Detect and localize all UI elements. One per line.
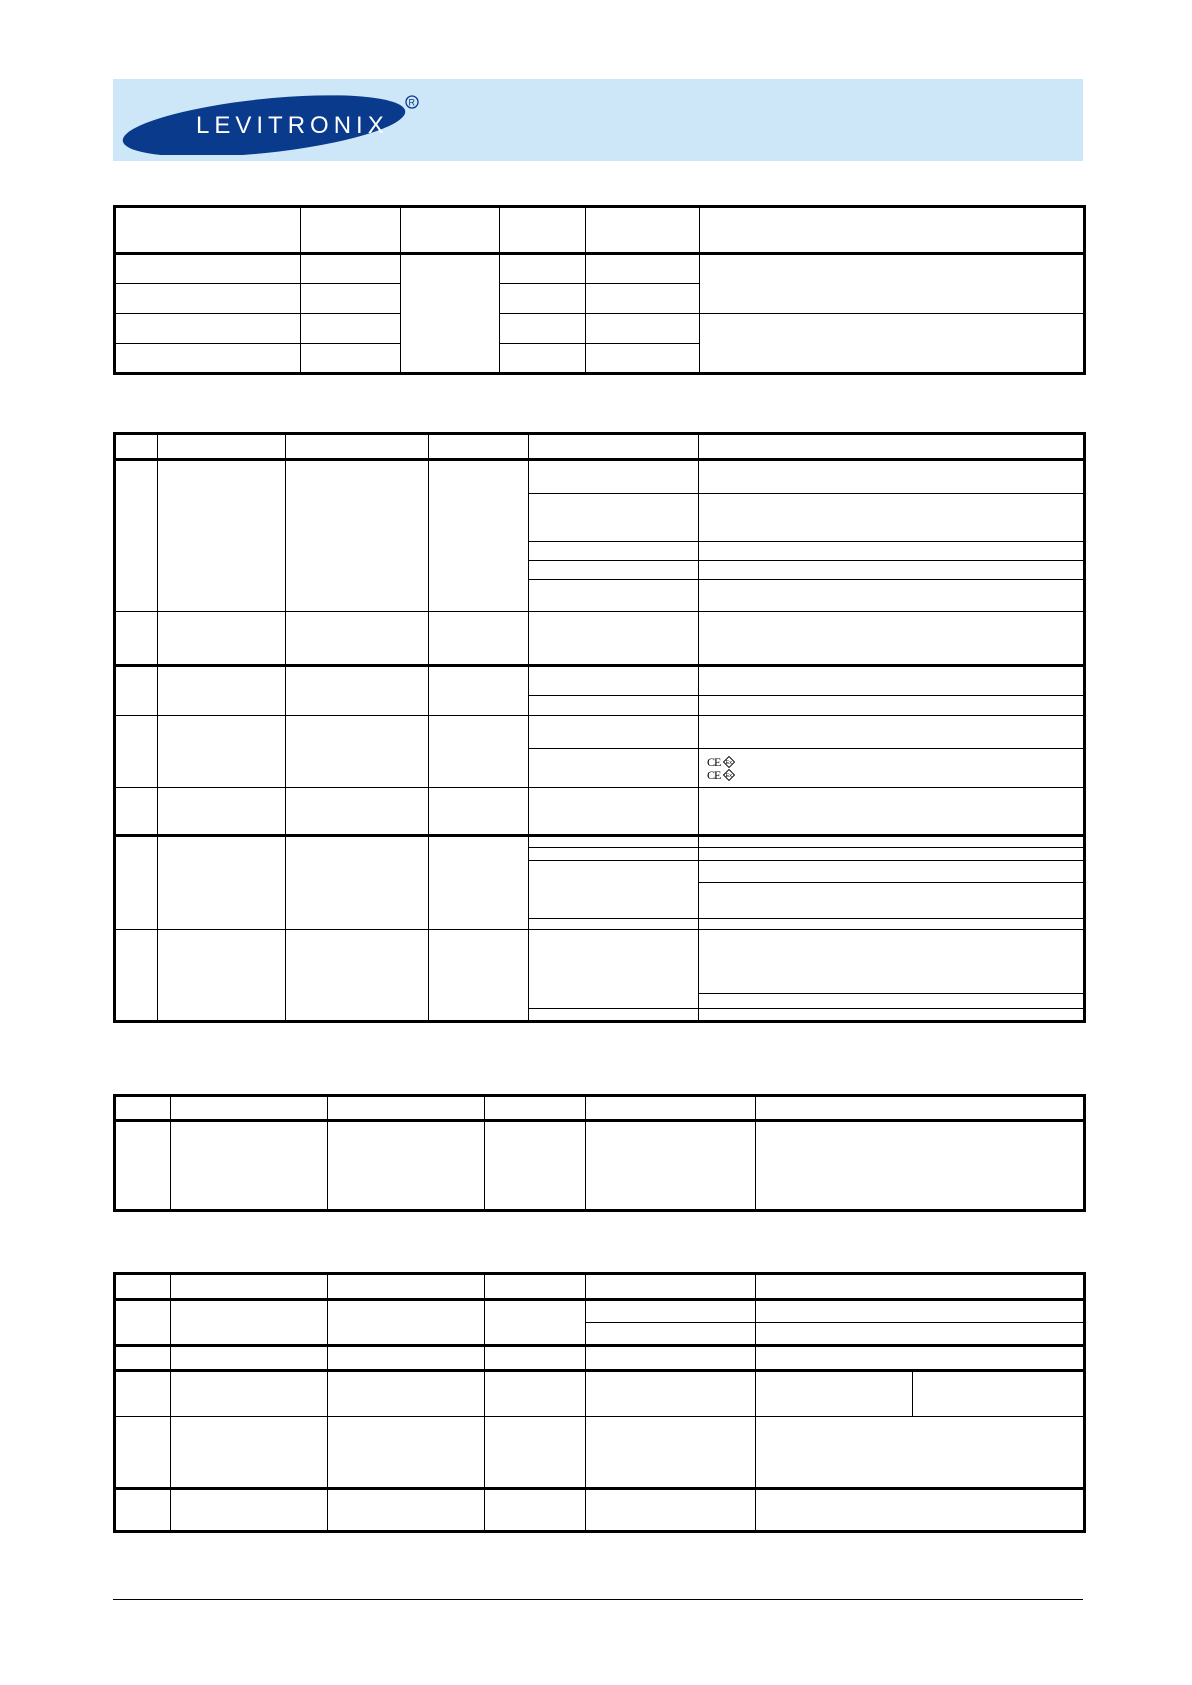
ce-ex-mark-row <box>699 768 1083 781</box>
levitronix-logo <box>121 89 421 155</box>
document-info-table <box>113 205 1086 375</box>
ce-mark: CE <box>707 767 721 782</box>
ce-ex-mark-row <box>699 755 1083 768</box>
svg-text:Ex: Ex <box>725 772 733 779</box>
svg-text:Ex: Ex <box>725 759 733 766</box>
revision-table-main <box>113 432 1086 1023</box>
ce-mark: CE <box>707 754 721 769</box>
atex-ex-icon <box>723 769 735 781</box>
footer-divider <box>113 1599 1083 1600</box>
certification-marks-cell <box>699 749 1085 788</box>
revision-table-secondary <box>113 1094 1086 1212</box>
logo-wordmark: LEVITRONIX <box>196 112 389 139</box>
approval-table <box>113 1272 1086 1533</box>
atex-ex-icon <box>723 756 735 768</box>
header-banner <box>113 79 1083 161</box>
svg-text:R: R <box>408 97 415 108</box>
